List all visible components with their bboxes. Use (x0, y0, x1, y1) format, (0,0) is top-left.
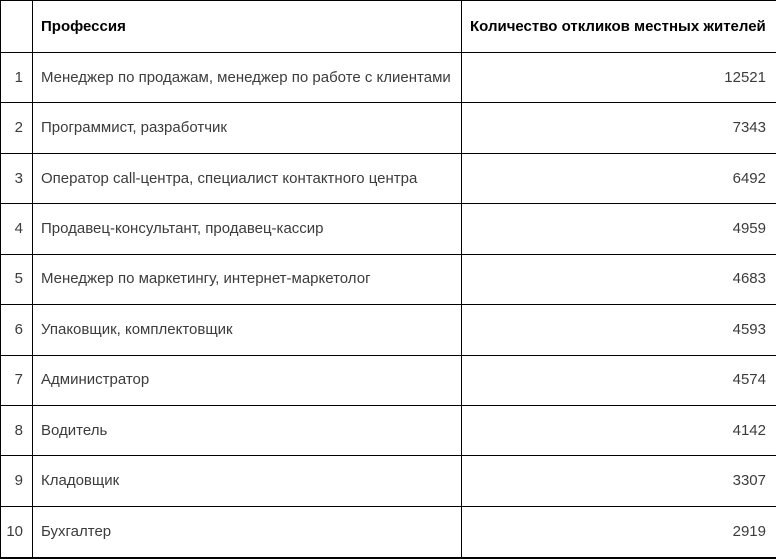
responses-cell: 3307 (462, 456, 776, 506)
rank-cell: 9 (1, 456, 33, 506)
profession-cell: Менеджер по маркетингу, интернет-маркетолог (33, 254, 462, 304)
rank-cell: 1 (1, 53, 33, 103)
profession-cell: Бухгалтер (33, 506, 462, 558)
header-row (1, 1, 776, 53)
table-row (1, 355, 776, 405)
responses-cell: 7343 (462, 103, 776, 153)
table-row (1, 305, 776, 355)
profession-cell: Менеджер по продажам, менеджер по работе с клиентами (33, 53, 462, 103)
responses-cell: 4593 (462, 305, 776, 355)
rank-cell: 5 (1, 254, 33, 304)
table-row (1, 204, 776, 254)
table-row (1, 405, 776, 455)
rank-cell: 8 (1, 405, 33, 455)
profession-header: Профессия (33, 1, 462, 53)
responses-cell: 4683 (462, 254, 776, 304)
profession-cell: Продавец-консультант, продавец-кассир (33, 204, 462, 254)
index-header (1, 1, 33, 53)
profession-cell: Упаковщик, комплектовщик (33, 305, 462, 355)
rank-cell: 7 (1, 355, 33, 405)
profession-cell: Программист, разработчик (33, 103, 462, 153)
table-row (1, 53, 776, 103)
profession-cell: Администратор (33, 355, 462, 405)
responses-cell: 12521 (462, 53, 776, 103)
table-row (1, 506, 776, 558)
rank-cell: 2 (1, 103, 33, 153)
responses-cell: 2919 (462, 506, 776, 558)
table-row (1, 456, 776, 506)
table-row (1, 254, 776, 304)
responses-cell: 4959 (462, 204, 776, 254)
responses-header: Количество откликов местных жителей (462, 1, 776, 53)
rank-cell: 4 (1, 204, 33, 254)
profession-cell: Водитель (33, 405, 462, 455)
table-row (1, 153, 776, 203)
profession-cell: Оператор call-центра, специалист контактного центра (33, 153, 462, 203)
responses-cell: 4574 (462, 355, 776, 405)
rank-cell: 10 (1, 506, 33, 558)
table-row (1, 103, 776, 153)
table-body (1, 53, 776, 559)
responses-cell: 4142 (462, 405, 776, 455)
table-header (1, 1, 776, 53)
responses-cell: 6492 (462, 153, 776, 203)
profession-cell: Кладовщик (33, 456, 462, 506)
rank-cell: 3 (1, 153, 33, 203)
rank-cell: 6 (1, 305, 33, 355)
